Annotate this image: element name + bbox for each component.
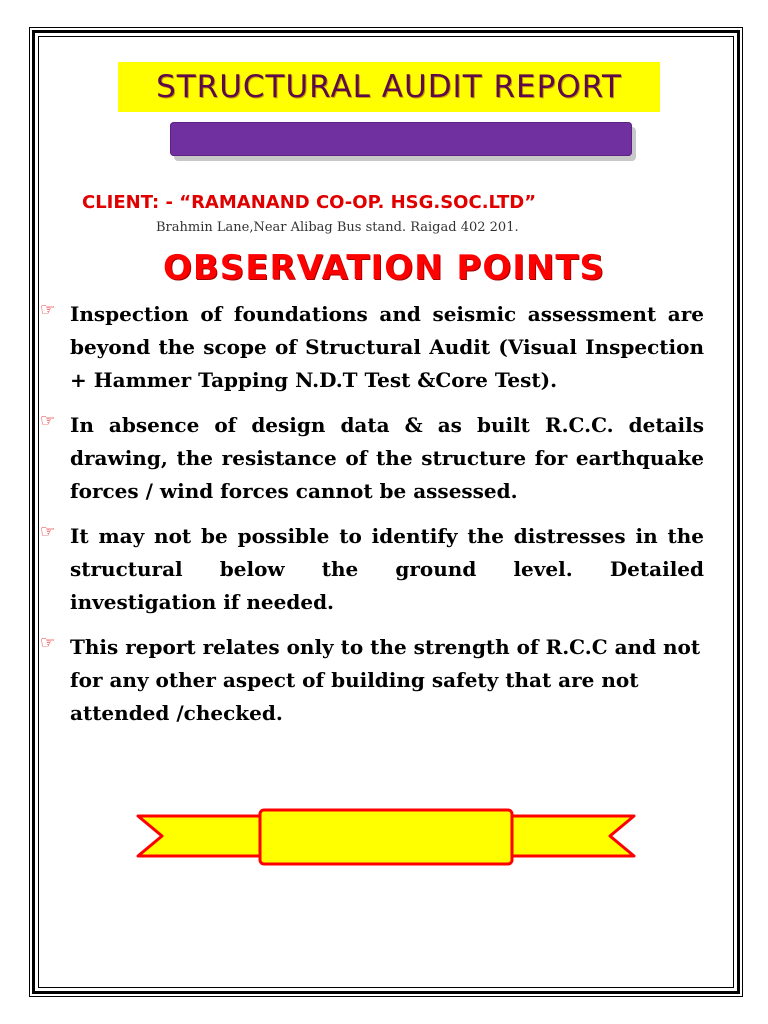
observation-point-text: It may not be possible to identify the distresses in the structural below the ground level. Detailed investigation if needed. xyxy=(70,524,704,614)
pointing-hand-icon: ☞ xyxy=(40,300,56,320)
section-heading: OBSERVATION POINTS xyxy=(162,248,606,288)
observation-point xyxy=(40,298,704,397)
report-title: STRUCTURAL AUDIT REPORT xyxy=(156,69,622,105)
pointing-hand-icon: ☞ xyxy=(40,633,56,653)
decorative-purple-bar xyxy=(170,122,632,156)
title-banner xyxy=(118,62,660,112)
observation-point-text: In absence of design data & as built R.C.C. details drawing, the resistance of the structure for earthquake forces / wind forces cannot be assessed. xyxy=(70,413,704,503)
ribbon-right-tail xyxy=(506,816,634,856)
observation-point-text: This report relates only to the strength of R.C.C and not for any other aspect of building safety that are not attended /checked. xyxy=(70,635,701,725)
pointing-hand-icon: ☞ xyxy=(40,411,56,431)
observation-point xyxy=(40,631,704,730)
client-address: Brahmin Lane,Near Alibag Bus stand. Raigad 402 201. xyxy=(156,220,519,235)
observation-points-list xyxy=(40,298,704,742)
ribbon-banner xyxy=(136,808,636,870)
pointing-hand-icon: ☞ xyxy=(40,522,56,542)
ribbon-left-tail xyxy=(138,816,266,856)
observation-point-text: Inspection of foundations and seismic assessment are beyond the scope of Structural Audit (Visual Inspection + Hammer Tapping N.D.T Test &Core Test). xyxy=(70,302,704,392)
observation-point xyxy=(40,409,704,508)
observation-point xyxy=(40,520,704,619)
ribbon-center-panel xyxy=(260,810,512,864)
client-name: CLIENT: - “RAMANAND CO-OP. HSG.SOC.LTD” xyxy=(82,192,537,213)
